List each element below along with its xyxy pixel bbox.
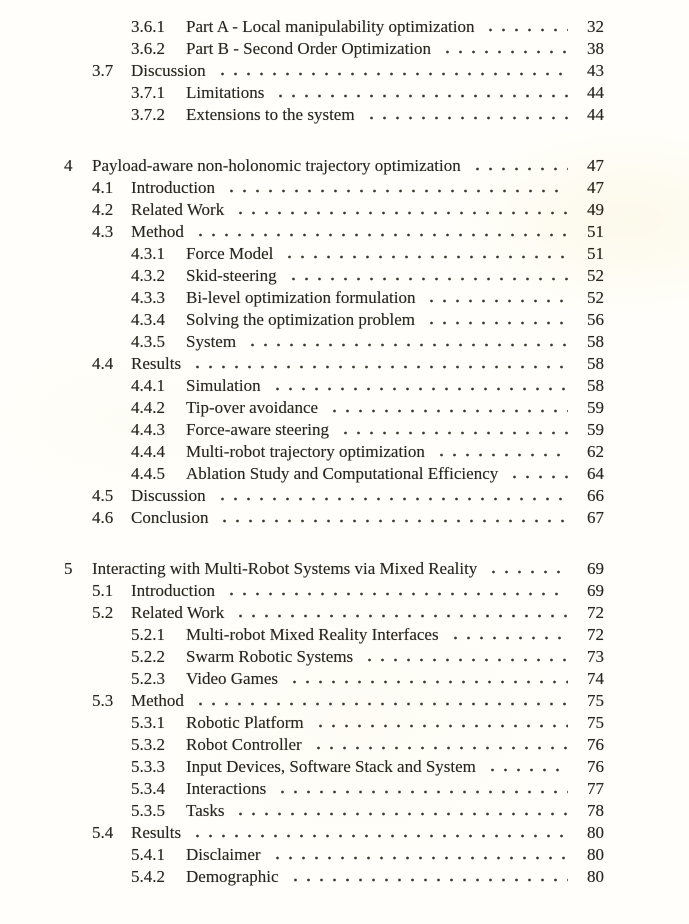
toc-entry-number: 4.3.5 bbox=[131, 332, 165, 351]
dot-leader bbox=[194, 221, 568, 243]
dot-leader bbox=[289, 866, 568, 888]
dot-leader bbox=[484, 16, 568, 38]
toc-entry-title: Input Devices, Software Stack and System bbox=[186, 757, 476, 776]
toc-entry-page: 76 bbox=[587, 735, 604, 754]
dot-leader bbox=[471, 155, 568, 177]
toc-entry bbox=[0, 177, 604, 199]
toc-entry-number: 4.4.3 bbox=[131, 420, 165, 439]
dot-leader bbox=[234, 199, 568, 221]
toc-entry bbox=[0, 419, 604, 441]
toc-entry-number: 3.7.2 bbox=[131, 105, 165, 124]
dot-leader bbox=[312, 734, 568, 756]
toc-entry bbox=[0, 16, 604, 38]
toc-entry-title: Results bbox=[131, 354, 182, 373]
toc-entry-page: 75 bbox=[587, 713, 604, 732]
toc-entry-number: 5.3.1 bbox=[131, 713, 165, 732]
toc-entry-title: Disclaimer bbox=[186, 845, 261, 864]
dot-leader bbox=[246, 331, 568, 353]
toc-entry bbox=[0, 580, 604, 602]
dot-leader bbox=[216, 60, 568, 82]
toc-entry-number: 5.2 bbox=[92, 603, 114, 622]
dot-leader bbox=[194, 690, 568, 712]
toc-entry-number: 5.3.5 bbox=[131, 801, 165, 820]
dot-leader bbox=[271, 375, 568, 397]
toc-entry-page: 32 bbox=[587, 17, 604, 36]
toc-entry bbox=[0, 397, 604, 419]
toc-entry-page: 38 bbox=[587, 39, 604, 58]
toc-entry-number: 5.3.2 bbox=[131, 735, 165, 754]
toc-entry-page: 75 bbox=[587, 691, 604, 710]
toc-entry-page: 58 bbox=[587, 332, 604, 351]
toc-entry-page: 66 bbox=[587, 486, 604, 505]
toc-entry-page: 80 bbox=[587, 867, 604, 886]
dot-leader bbox=[218, 507, 568, 529]
toc-entry bbox=[0, 558, 604, 580]
toc-entry-title: Results bbox=[131, 823, 182, 842]
toc-entry-page: 47 bbox=[587, 156, 604, 175]
dot-leader bbox=[425, 287, 568, 309]
toc-entry-title: Discussion bbox=[131, 486, 206, 505]
dot-leader bbox=[216, 485, 568, 507]
toc-entry-number: 5 bbox=[64, 559, 73, 578]
dot-leader bbox=[435, 441, 568, 463]
toc-entry-title: Interacting with Multi-Robot Systems via Mixed Reality bbox=[92, 559, 478, 578]
toc-entry-page: 77 bbox=[587, 779, 604, 798]
dot-leader bbox=[486, 756, 568, 778]
toc-entry-number: 5.1 bbox=[92, 581, 114, 600]
toc-entry bbox=[0, 463, 604, 485]
toc-entry-title: Robotic Platform bbox=[186, 713, 304, 732]
toc-entry-title: Ablation Study and Computational Efficiency bbox=[186, 464, 499, 483]
toc-entry bbox=[0, 866, 604, 888]
dot-leader bbox=[191, 353, 568, 375]
toc-entry-page: 78 bbox=[587, 801, 604, 820]
toc-entry-title: Introduction bbox=[131, 178, 216, 197]
dot-leader bbox=[225, 177, 568, 199]
toc-entry-page: 58 bbox=[587, 354, 604, 373]
toc-entry-number: 4.4.5 bbox=[131, 464, 165, 483]
toc-entry bbox=[0, 287, 604, 309]
toc-entry-title: Demographic bbox=[186, 867, 279, 886]
toc-entry-number: 4.4 bbox=[92, 354, 114, 373]
toc-entry bbox=[0, 309, 604, 331]
toc-entry-page: 80 bbox=[587, 823, 604, 842]
dot-leader bbox=[365, 104, 568, 126]
toc-entry-number: 4.3.1 bbox=[131, 244, 165, 263]
toc-entry bbox=[0, 243, 604, 265]
toc-entry-number: 4.6 bbox=[92, 508, 114, 527]
toc-entry-title: Simulation bbox=[186, 376, 261, 395]
dot-leader bbox=[283, 243, 568, 265]
toc-entry-page: 67 bbox=[587, 508, 604, 527]
toc-entry-number: 4.3.3 bbox=[131, 288, 165, 307]
toc-entry-page: 51 bbox=[587, 222, 604, 241]
toc-entry-page: 72 bbox=[587, 603, 604, 622]
dot-leader bbox=[191, 822, 568, 844]
toc-entry-page: 51 bbox=[587, 244, 604, 263]
dot-leader bbox=[328, 397, 568, 419]
toc-entry-title: Tasks bbox=[186, 801, 225, 820]
toc-entry-title: Limitations bbox=[186, 83, 265, 102]
toc-entry-number: 4.3 bbox=[92, 222, 114, 241]
dot-leader bbox=[425, 309, 568, 331]
toc-entry bbox=[0, 82, 604, 104]
toc-entry-page: 49 bbox=[587, 200, 604, 219]
toc-entry-page: 80 bbox=[587, 845, 604, 864]
toc-entry-number: 4.4.2 bbox=[131, 398, 165, 417]
toc-entry-title: Related Work bbox=[131, 603, 225, 622]
toc-entry-title: Part B - Second Order Optimization bbox=[186, 39, 432, 58]
toc-entry-title: Tip-over avoidance bbox=[186, 398, 319, 417]
toc-entry-title: Bi-level optimization formulation bbox=[186, 288, 416, 307]
toc-entry-title: Conclusion bbox=[131, 508, 209, 527]
toc-entry-number: 5.2.1 bbox=[131, 625, 165, 644]
toc-entry-number: 3.7.1 bbox=[131, 83, 165, 102]
toc-entry-page: 64 bbox=[587, 464, 604, 483]
toc-entry-page: 72 bbox=[587, 625, 604, 644]
toc-entry bbox=[0, 822, 604, 844]
toc-entry bbox=[0, 756, 604, 778]
toc-entry-title: Force-aware steering bbox=[186, 420, 330, 439]
toc-entry-page: 73 bbox=[587, 647, 604, 666]
dot-leader bbox=[225, 580, 568, 602]
toc-entry-number: 5.4.2 bbox=[131, 867, 165, 886]
dot-leader bbox=[274, 82, 568, 104]
toc-entry-number: 4.4.1 bbox=[131, 376, 165, 395]
dot-leader bbox=[314, 712, 568, 734]
toc-entry-title: Related Work bbox=[131, 200, 225, 219]
dot-leader bbox=[508, 463, 568, 485]
toc-entry-page: 58 bbox=[587, 376, 604, 395]
toc-entry-page: 59 bbox=[587, 420, 604, 439]
toc-entry bbox=[0, 104, 604, 126]
toc-entry-page: 47 bbox=[587, 178, 604, 197]
toc-entry-title: Method bbox=[131, 691, 184, 710]
toc-entry-page: 56 bbox=[587, 310, 604, 329]
dot-leader bbox=[234, 602, 568, 624]
toc-entry-number: 5.2.3 bbox=[131, 669, 165, 688]
dot-leader bbox=[487, 558, 568, 580]
toc-entry-number: 4.3.4 bbox=[131, 310, 165, 329]
toc-entry-page: 52 bbox=[587, 288, 604, 307]
toc-entry bbox=[0, 668, 604, 690]
toc-entry bbox=[0, 507, 604, 529]
toc-entry bbox=[0, 265, 604, 287]
toc-entry bbox=[0, 778, 604, 800]
toc-entry-number: 3.7 bbox=[92, 61, 114, 80]
toc-entry-page: 74 bbox=[587, 669, 604, 688]
toc-entry-title: Part A - Local manipulability optimization bbox=[186, 17, 475, 36]
toc-entry-title: Skid-steering bbox=[186, 266, 277, 285]
toc-entry-title: Payload-aware non-holonomic trajectory optimization bbox=[92, 156, 461, 175]
dot-leader bbox=[234, 800, 568, 822]
dot-leader bbox=[363, 646, 568, 668]
toc-entry-page: 69 bbox=[587, 581, 604, 600]
toc-entry bbox=[0, 602, 604, 624]
toc-entry-page: 44 bbox=[587, 83, 604, 102]
toc-entry bbox=[0, 199, 604, 221]
toc-entry bbox=[0, 624, 604, 646]
toc-entry-page: 44 bbox=[587, 105, 604, 124]
dot-leader bbox=[276, 778, 568, 800]
toc-entry-number: 3.6.1 bbox=[131, 17, 165, 36]
toc-entry-page: 59 bbox=[587, 398, 604, 417]
toc-entry bbox=[0, 353, 604, 375]
toc-entry-title: Multi-robot trajectory optimization bbox=[186, 442, 425, 461]
toc-entry-number: 5.4.1 bbox=[131, 845, 165, 864]
dot-leader bbox=[287, 265, 568, 287]
toc-entry-title: Introduction bbox=[131, 581, 216, 600]
toc-entry bbox=[0, 734, 604, 756]
toc-entry bbox=[0, 485, 604, 507]
toc-entry-number: 4 bbox=[64, 156, 73, 175]
toc-entry-number: 5.4 bbox=[92, 823, 114, 842]
toc-entry bbox=[0, 800, 604, 822]
toc-entry-number: 4.4.4 bbox=[131, 442, 165, 461]
toc-entry-page: 62 bbox=[587, 442, 604, 461]
toc-entry-title: Multi-robot Mixed Reality Interfaces bbox=[186, 625, 439, 644]
toc-entry-page: 69 bbox=[587, 559, 604, 578]
toc-entry-number: 4.5 bbox=[92, 486, 114, 505]
toc-entry-title: Discussion bbox=[131, 61, 206, 80]
dot-leader bbox=[339, 419, 568, 441]
toc-entry-number: 4.2 bbox=[92, 200, 114, 219]
toc-entry-page: 43 bbox=[587, 61, 604, 80]
toc-entry-title: Solving the optimization problem bbox=[186, 310, 416, 329]
toc-entry-title: Interactions bbox=[186, 779, 267, 798]
toc-entry-page: 76 bbox=[587, 757, 604, 776]
dot-leader bbox=[288, 668, 568, 690]
toc-entry-number: 4.1 bbox=[92, 178, 114, 197]
toc-entry bbox=[0, 38, 604, 60]
toc-entry-number: 5.3.4 bbox=[131, 779, 165, 798]
toc-entry bbox=[0, 331, 604, 353]
toc-entry bbox=[0, 221, 604, 243]
toc-entry-number: 5.3 bbox=[92, 691, 114, 710]
toc-entry-title: Robot Controller bbox=[186, 735, 302, 754]
toc-entry-number: 5.3.3 bbox=[131, 757, 165, 776]
toc-entry-title: Extensions to the system bbox=[186, 105, 355, 124]
toc-entry bbox=[0, 375, 604, 397]
toc-entry bbox=[0, 155, 604, 177]
toc-entry bbox=[0, 60, 604, 82]
toc-entry-title: Force Model bbox=[186, 244, 274, 263]
dot-leader bbox=[441, 38, 568, 60]
toc-entry bbox=[0, 690, 604, 712]
toc-entry-title: Swarm Robotic Systems bbox=[186, 647, 354, 666]
toc-entry bbox=[0, 646, 604, 668]
toc-entry-number: 5.2.2 bbox=[131, 647, 165, 666]
toc-entry bbox=[0, 441, 604, 463]
toc-entry-number: 3.6.2 bbox=[131, 39, 165, 58]
toc-entry bbox=[0, 844, 604, 866]
dot-leader bbox=[449, 624, 568, 646]
toc-entry-page: 52 bbox=[587, 266, 604, 285]
toc-entry-title: Video Games bbox=[186, 669, 278, 688]
toc-entry-number: 4.3.2 bbox=[131, 266, 165, 285]
dot-leader bbox=[271, 844, 568, 866]
toc-entry-title: Method bbox=[131, 222, 184, 241]
toc-entry-title: System bbox=[186, 332, 237, 351]
toc-entry bbox=[0, 712, 604, 734]
